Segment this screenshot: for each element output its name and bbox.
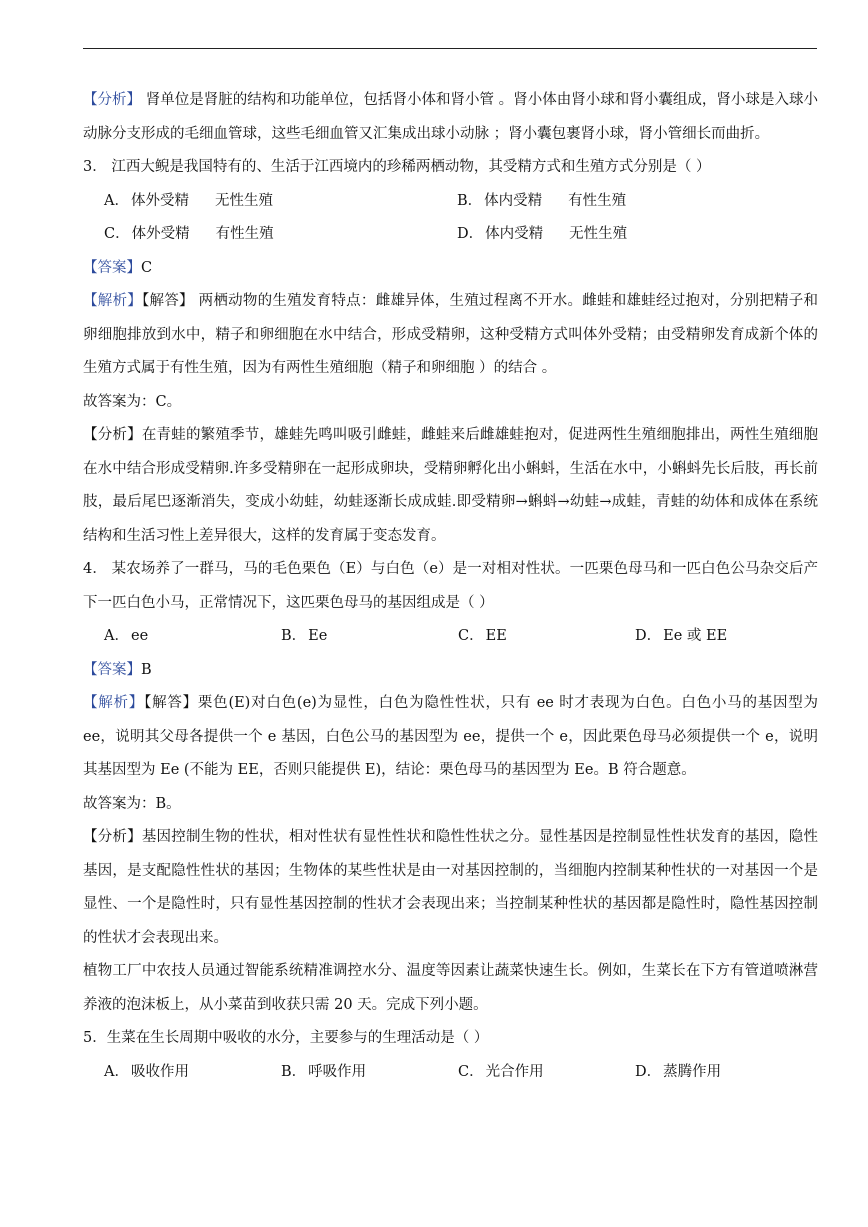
analysis-tag: 【分析】 xyxy=(83,427,142,443)
analysis-text: 肾单位是肾脏的结构和功能单位，包括肾小体和肾小管 。肾小体由肾小球和肾小囊组成，肾小球是入球小动脉分支形成的毛细血管球，这些毛细血管又汇集成出球小动脉 ；肾小囊包裹肾小球，肾小管细长而曲折。 xyxy=(83,92,818,142)
option-c[interactable]: C． 光合作用 xyxy=(458,1063,544,1080)
question-4-answer xyxy=(83,654,818,688)
answer-tag: 【答案】 xyxy=(83,259,141,276)
question-4-analysis xyxy=(83,821,818,955)
option-c[interactable]: C． EE xyxy=(458,628,507,644)
answer-value: C xyxy=(141,259,153,276)
answer-tag: 【答案】 xyxy=(83,661,141,678)
solution-tag: 【解答】 xyxy=(142,293,194,309)
explain-tag: 【解析】 xyxy=(83,293,143,309)
solution-text: 两栖动物的生殖发育特点：雌雄异体，生殖过程离不开水。雌蛙和雄蛙经过抱对，分别把精子和卵细胞排放到水中，精子和卵细胞在水中结合，形成受精卵，这种受精方式叫体外受精；由受精卵发育成新个体的生殖方式属于有性生殖，因为有两性生殖细胞（精子和卵细胞 ）的结合 。 xyxy=(83,293,819,376)
question-3-stem: 3． 江西大鲵是我国特有的、生活于江西境内的珍稀两栖动物，其受精方式和生殖方式分别是（ ） xyxy=(83,159,711,175)
question-4-options xyxy=(83,620,818,654)
question-5-stem: 5．生菜在生长周期中吸收的水分，主要参与的生理活动是（ ） xyxy=(83,1030,489,1046)
question-5-options xyxy=(83,1056,818,1090)
option-a[interactable]: A． ee xyxy=(104,628,149,644)
solution-text: 栗色(E)对白色(e)为显性，白色为隐性性状，只有 ee 时才表现为白色。白色小马的基因型为 ee，说明其父母各提供一个 e 基因，白色公马的基因型为 ee，提供一个 e，因此栗色母马必须提供一个 e，说明其基因型为 Ee (不能为 EE，否则只能提供 E)，结论：栗色母马的基因型为 Ee。B 符合题意。 xyxy=(83,695,819,778)
answer-value: B xyxy=(141,661,152,678)
question-3-explanation xyxy=(83,285,818,386)
analysis-text: 基因控制生物的性状，相对性状有显性性状和隐性性状之分。显性基因是控制显性性状发育的基因，隐性基因，是支配隐性性状的基因；生物体的某些性状是由一对基因控制的，当细胞内控制某种性状的一对基因一个是显性、一个是隐性时，只有显性基因控制的性状才会表现出来；当控制某种性状的基因都是隐性时，隐性基因控制的性状才会表现出来。 xyxy=(83,829,819,946)
shared-stem-intro: 植物工厂中农技人员通过智能系统精准调控水分、温度等因素让蔬菜快速生长。例如，生菜长在下方有管道喷淋营养液的泡沫板上，从小菜苗到收获只需 20 天。完成下列小题。 xyxy=(83,963,818,1013)
question-3-options-row-1 xyxy=(83,185,818,219)
question-4-stem: 4． 某农场养了一群马，马的毛色栗色（E）与白色（e）是一对相对性状。一匹栗色母马和一匹白色公马杂交后产下一匹白色小马，正常情况下，这匹栗色母马的基因组成是（ ） xyxy=(83,561,818,611)
question-4-explanation xyxy=(83,687,818,788)
option-a[interactable]: A． 吸收作用 xyxy=(104,1063,189,1080)
question-3-analysis xyxy=(83,419,818,553)
option-c[interactable]: C． 体外受精 有性生殖 xyxy=(104,226,274,242)
document-body xyxy=(83,84,818,1089)
question-4-conclusion: 故答案为：B。 xyxy=(83,795,181,812)
header-rule xyxy=(83,48,817,49)
explain-tag: 【解析】 xyxy=(83,695,145,711)
analysis-tag: 【分析】 xyxy=(83,92,142,108)
option-d[interactable]: D． 体内受精 无性生殖 xyxy=(457,226,628,242)
option-b[interactable]: B． 体内受精 有性生殖 xyxy=(457,192,627,209)
analysis-text: 在青蛙的繁殖季节，雄蛙先鸣叫吸引雌蛙，雌蛙来后雌雄蛙抱对，促进两性生殖细胞排出，两性生殖细胞在水中结合形成受精卵.许多受精卵在一起形成卵块，受精卵孵化出小蝌蚪，生活在水中，小蝌蚪先长后肢，再长前肢，最后尾巴逐渐消失，变成小幼蛙，幼蛙逐渐长成成蛙.即受精卵→蝌蚪→幼蛙→成蛙，青蛙的幼体和成体在系统结构和生活习性上差异很大，这样的发育属于变态发育。 xyxy=(83,427,819,544)
solution-tag: 【解答】 xyxy=(144,695,198,711)
option-b[interactable]: B． 呼吸作用 xyxy=(281,1063,367,1080)
question-3-answer xyxy=(83,252,818,286)
option-d[interactable]: D． Ee 或 EE xyxy=(635,628,728,644)
question-3-conclusion: 故答案为：C。 xyxy=(83,393,182,410)
option-a[interactable]: A． 体外受精 无性生殖 xyxy=(104,192,273,209)
question-3-options-row-2 xyxy=(83,218,818,252)
option-b[interactable]: B． Ee xyxy=(281,628,328,644)
analysis-tag: 【分析】 xyxy=(83,829,142,845)
analysis-block-q2 xyxy=(83,84,818,151)
option-d[interactable]: D． 蒸腾作用 xyxy=(635,1063,722,1080)
